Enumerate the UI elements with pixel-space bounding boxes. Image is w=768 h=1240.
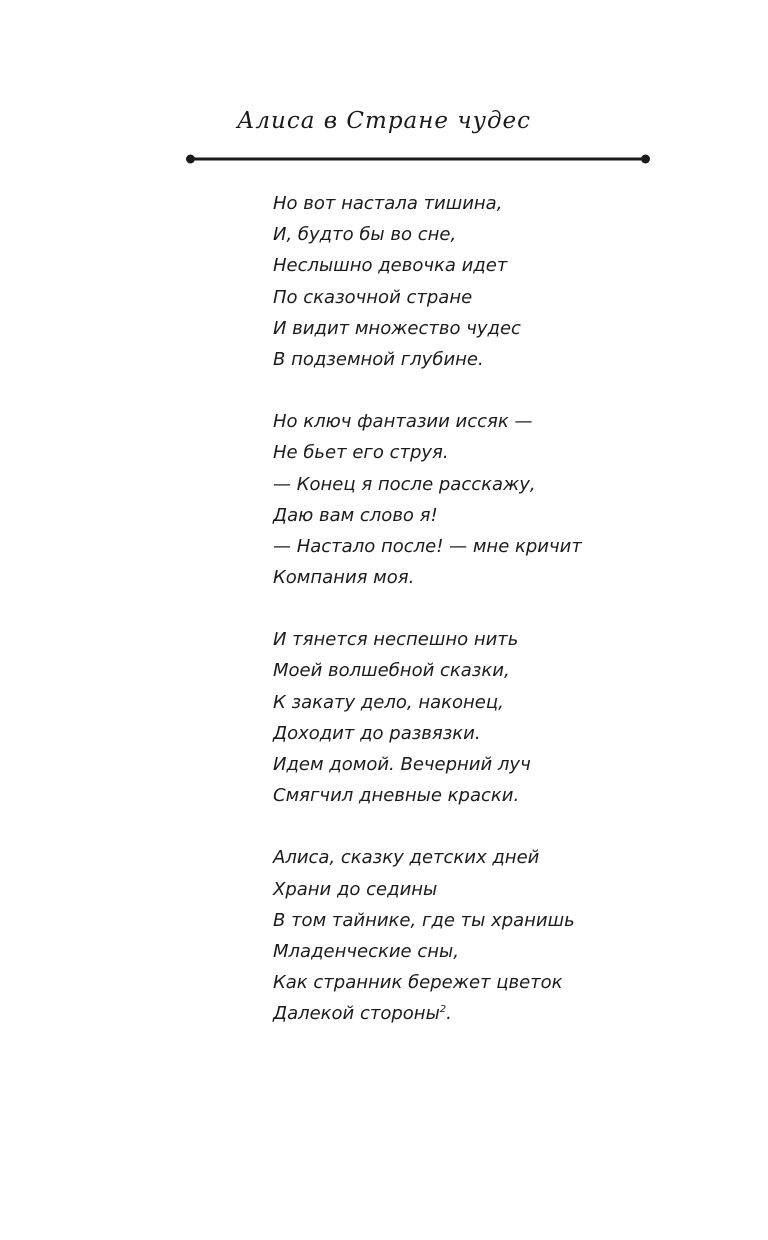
footnote-marker[interactable]: 2 xyxy=(439,1004,447,1016)
poem-line: Даю вам слово я! xyxy=(273,504,438,526)
poem-line: Моей волшебной сказки, xyxy=(273,660,510,682)
stanza-3 xyxy=(273,624,633,811)
poem-line: Как странник бережет цветок xyxy=(273,972,563,994)
poem-line: Компания моя. xyxy=(273,567,415,589)
poem-line: Доходит до развязки. xyxy=(273,722,481,744)
poem-line-last-text: Далекой стороны xyxy=(273,1003,440,1025)
stanza-4 xyxy=(273,842,633,1029)
header-rule xyxy=(186,153,650,165)
poem-line: И тянется неспешно нить xyxy=(273,629,519,651)
header-rule-right-dot xyxy=(641,155,650,164)
poem-line: Но вот настала тишина, xyxy=(273,193,503,214)
poem-line: Храни до седины xyxy=(273,878,438,900)
poem-line: Смягчил дневные краски. xyxy=(273,785,520,807)
poem-line: Младенческие сны, xyxy=(273,940,459,962)
poem-line: И видит множество чудес xyxy=(273,317,521,339)
poem-line: Но ключ фантазии иссяк — xyxy=(273,411,533,433)
running-head-title: Алиса в Стране чудес xyxy=(236,108,532,134)
poem-line: И, будто бы во сне, xyxy=(273,224,457,246)
poem-line: Алиса, сказку детских дней xyxy=(273,847,540,869)
poem xyxy=(273,188,633,1061)
header-rule-left-dot xyxy=(186,155,195,164)
poem-line: К закату дело, наконец, xyxy=(273,691,504,713)
poem-line: В подземной глубине. xyxy=(273,348,484,370)
poem-line: Неслышно девочка идет xyxy=(273,255,508,277)
poem-line: — Настало после! — мне кричит xyxy=(273,535,582,557)
poem-line: — Конец я после расскажу, xyxy=(273,473,536,495)
poem-line: В том тайнике, где ты хранишь xyxy=(273,909,575,931)
poem-line: Идем домой. Вечерний луч xyxy=(273,754,531,775)
poem-line: По сказочной стране xyxy=(273,286,473,308)
stanza-1 xyxy=(273,188,633,375)
poem-line: Не бьет его струя. xyxy=(273,442,449,464)
poem-line-last xyxy=(273,998,633,1029)
stanza-2 xyxy=(273,406,633,593)
poem-line-last-end: . xyxy=(446,1003,452,1025)
